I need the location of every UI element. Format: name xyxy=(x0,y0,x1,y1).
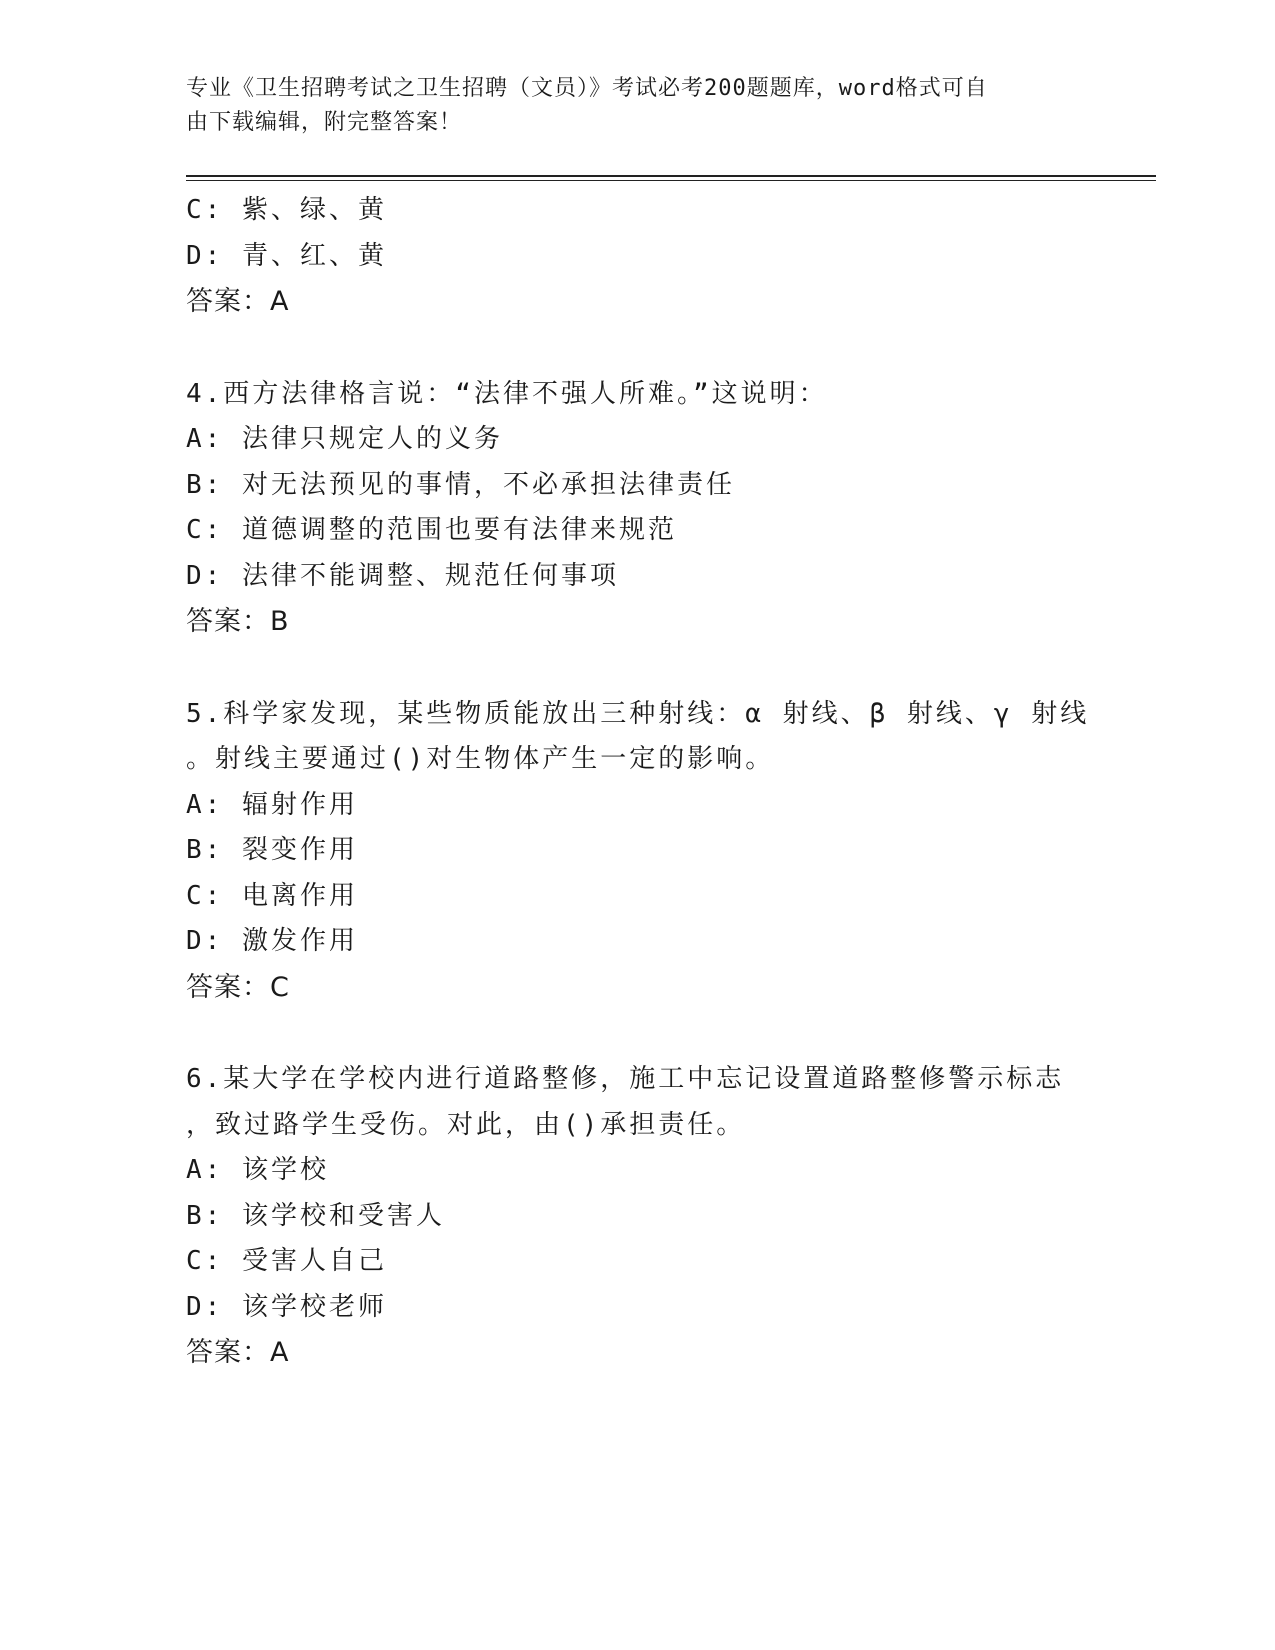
option-b: B: 裂变作用 xyxy=(186,835,358,865)
question-5 xyxy=(186,692,1090,1011)
spacer xyxy=(186,1010,1086,1057)
option-d: D: 青、红、黄 xyxy=(186,240,387,271)
answer-line: 答案：A xyxy=(186,1337,290,1368)
option-d: D: 法律不能调整、规范任何事项 xyxy=(186,560,619,591)
option-c: C: 道德调整的范围也要有法律来规范 xyxy=(186,515,677,545)
answer-line: 答案：B xyxy=(186,606,290,637)
question-list xyxy=(186,188,1090,1376)
option-d: D: 激发作用 xyxy=(186,926,358,956)
document-header xyxy=(186,72,1066,140)
answer-line: 答案：C xyxy=(186,971,290,1003)
question-6 xyxy=(186,1057,1086,1376)
question-stem-continued: 。射线主要通过()对生物体产生一定的影响。 xyxy=(186,744,775,774)
option-b: B: 对无法预见的事情，不必承担法律责任 xyxy=(186,469,735,500)
header-divider-thin xyxy=(186,180,1156,181)
question-4 xyxy=(186,372,1086,645)
option-c: C: 受害人自己 xyxy=(186,1246,387,1276)
header-line-2: 由下载编辑，附完整答案！ xyxy=(186,110,463,135)
option-c: C: 紫、绿、黄 xyxy=(186,195,387,225)
spacer xyxy=(186,325,1086,372)
spacer xyxy=(186,645,1086,692)
header-divider-thick xyxy=(186,175,1156,177)
option-d: D: 该学校老师 xyxy=(186,1291,387,1322)
option-c: C: 电离作用 xyxy=(186,880,358,911)
option-b: B: 该学校和受害人 xyxy=(186,1200,445,1231)
question-stem: 6.某大学在学校内进行道路整修，施工中忘记设置道路整修警示标志 xyxy=(186,1064,1065,1094)
question-3-continued xyxy=(186,188,1086,325)
question-stem-continued: ，致过路学生受伤。对此，由()承担责任。 xyxy=(186,1109,746,1140)
option-a: A: 该学校 xyxy=(186,1155,329,1185)
header-line-1: 专业《卫生招聘考试之卫生招聘（文员）》考试必考200题题库，word格式可自 xyxy=(186,76,988,101)
question-stem: 4.西方法律格言说：“法律不强人所难。”这说明： xyxy=(186,378,828,409)
answer-line: 答案：A xyxy=(186,286,290,317)
option-a: A: 辐射作用 xyxy=(186,789,358,820)
question-stem: 5.科学家发现，某些物质能放出三种射线：α 射线、β 射线、γ 射线 xyxy=(186,698,1090,729)
option-a: A: 法律只规定人的义务 xyxy=(186,424,503,454)
